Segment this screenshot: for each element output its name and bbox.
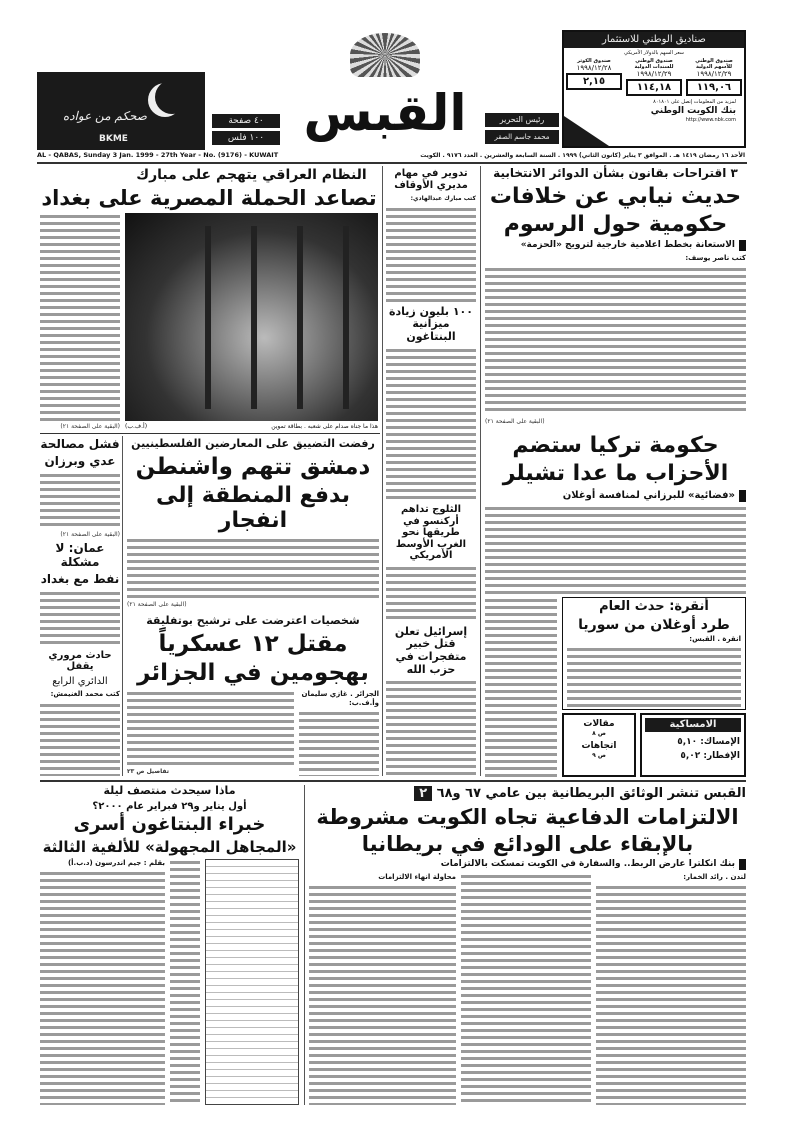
nbk-info: لمزيد من المعلومات إتصل على ٨٠١٨٠١ xyxy=(653,99,736,105)
nbk-title: صناديق الوطني للاستثمار xyxy=(564,32,744,48)
nbk-bank: بنك الكويت الوطني xyxy=(650,106,736,116)
kicker: ٣ اقتراحات بقانون بشأن الدوائر الانتخابية xyxy=(493,166,738,180)
headline: عمان: لا مشكلة xyxy=(55,541,105,570)
center-left-column xyxy=(127,438,379,776)
dateline-ar: الأحد ١٦ رمضان ١٤١٩ هـ . الموافق ٣ يناير (كانون الثاني) ١٩٩٩ . السنة السابعة والعشرين . العدد ٩١٧٦ . الكويت xyxy=(420,152,745,159)
section-rule xyxy=(40,780,746,782)
headline: بدفع المنطقة إلى انفجار xyxy=(156,483,350,534)
price: ١٠٠ فلس xyxy=(212,131,280,145)
document-facsimile xyxy=(205,859,299,1105)
headline: الثلوج تداهم أركنسو في طريقها نحو الغرب الأوسط الأمريكي xyxy=(395,504,467,562)
kicker: أنقرة: حدث العام xyxy=(599,599,709,614)
imsak-time: ٥,١٠ xyxy=(677,737,698,747)
kicker: القبس تنشر الوثائق البريطانية بين عامي ٦٧ و٦٨ xyxy=(436,786,746,801)
kicker: النظام العراقي يتهجم على مبارك xyxy=(136,167,367,183)
kicker: أول يناير و٢٩ فبراير عام ٢٠٠٠؟ xyxy=(92,800,247,812)
kicker: ماذا سيحدث منتصف ليلة xyxy=(103,784,236,797)
articles-box xyxy=(562,713,636,777)
part-badge: ٢ xyxy=(414,786,432,801)
headline: «المجاهل المجهولة» للألفية الثالثة xyxy=(42,837,297,856)
body-text xyxy=(40,590,120,647)
byline: الجزائر . غازي سليمان وأ.ف.ب: xyxy=(301,689,379,707)
subheadline: بنك انكلترا عارض الربط.. والسفارة في الكويت تمسكت بالالتزامات xyxy=(309,859,746,870)
subheadline: «فضائية» للبرزاني لمنافسة أوغلان xyxy=(485,490,746,502)
divider xyxy=(382,166,383,776)
continuation: (البقية على الصفحة ٢١) xyxy=(127,601,187,609)
body-text xyxy=(127,537,379,599)
headline: إسرائيل تعلن قتل خبير متفجرات في حزب الله xyxy=(394,624,468,676)
nbk-corner xyxy=(564,116,609,146)
iftar-label: الإفطار: xyxy=(703,751,740,761)
ankara-box xyxy=(562,597,746,710)
headline: خبراء البنتاغون أسرى xyxy=(73,814,266,836)
imsakiya-box xyxy=(640,713,746,777)
kicker: شخصيات اعترضت على ترشيح بوتفليقة xyxy=(146,614,360,628)
headline: حادث مروري يقفل xyxy=(48,649,112,673)
page-ref: ص ٩ xyxy=(592,752,606,759)
body-text xyxy=(596,884,746,1105)
masthead-rule xyxy=(37,162,747,164)
iftar-time: ٥,٠٢ xyxy=(680,751,701,761)
byline: كتب مبارك عبدالهادي: xyxy=(410,195,476,202)
trends-link[interactable]: اتجاهات xyxy=(581,741,617,751)
divider xyxy=(304,785,305,1105)
byline: كتب ناصر يوسف: xyxy=(685,254,746,263)
byline: انقرة . القبس: xyxy=(689,635,741,644)
british-story xyxy=(309,785,746,1105)
logo-emblem xyxy=(350,33,420,77)
photo-caption: هذا ما جناه صدام على شعبه . بطاقة تموين xyxy=(271,423,378,430)
headline: طرد أوغلان من سوريا xyxy=(578,616,730,633)
byline: بقلم : جيم اندرسون (د.ب.أ) xyxy=(67,859,165,868)
body-text xyxy=(40,870,165,1105)
kicker: رفضت التضييق على المعارضين الفلسطينيين xyxy=(131,437,375,450)
nbk-subtitle: سعر السهم بالدولار الأمريكي xyxy=(624,50,684,56)
headline: حكومة تركيا ستضم xyxy=(512,433,719,459)
editor-name: محمد جاسم الصقر xyxy=(485,130,559,144)
body-text xyxy=(127,690,294,766)
headline: بالإبقاء على الودائع في بريطانيا xyxy=(361,832,694,857)
page-count: ٤٠ صفحة xyxy=(212,114,280,128)
page-ref: ص ٨ xyxy=(592,730,606,737)
body-text xyxy=(386,679,476,776)
imsakiya-title: الامساكية xyxy=(645,718,741,732)
headline: الأحزاب ما عدا تشيلر xyxy=(502,461,729,487)
body-text xyxy=(461,873,591,1105)
continuation: تفاصيل ص ٢٣ xyxy=(127,768,170,775)
body-text xyxy=(40,702,120,776)
headline: فشل مصالحة xyxy=(40,437,120,451)
headline: ١٠٠ بليون زيادة ميزانية البنتاغون xyxy=(389,304,473,343)
headline: نفط مع بغداد xyxy=(40,572,120,587)
headline: الدائري الرابع xyxy=(52,675,108,687)
editor-label: رئيس التحرير xyxy=(485,113,559,127)
continuation: (البقية على الصفحة ٢١) xyxy=(60,531,120,539)
body-text xyxy=(309,884,456,1105)
body-text xyxy=(386,347,476,502)
headline: دمشق تتهم واشنطن xyxy=(135,453,371,480)
body-text xyxy=(40,213,120,421)
right-column xyxy=(485,167,746,777)
headline: حكومية حول الرسوم xyxy=(503,212,728,238)
continuation: (البقية على الصفحة ٢١) xyxy=(485,418,545,426)
body-text xyxy=(386,206,476,303)
body-text xyxy=(40,472,120,529)
y2k-story xyxy=(40,785,299,1105)
middle-column xyxy=(386,168,476,776)
subhead: محاولة انهاء الالتزامات xyxy=(378,873,456,882)
nbk-ad xyxy=(562,30,746,148)
headline: تصاعد الحملة المصرية على بغداد xyxy=(41,186,377,211)
byline: لندن . رائد الخمار: xyxy=(683,873,746,882)
body-text xyxy=(299,710,379,776)
fund-item: صندوق الوطني للأسهم الدولية ١٩٩٨/١٢/٢٩ ١١٩,٠٦ xyxy=(686,58,742,96)
briefs-column xyxy=(40,438,120,776)
headline: بهجومين في الجزائر xyxy=(137,660,369,687)
continuation: (البقية على الصفحة ٢١) xyxy=(60,423,120,430)
divider xyxy=(40,433,380,434)
body-text xyxy=(567,646,741,707)
headline: الالتزامات الدفاعية تجاه الكويت مشروطة xyxy=(316,805,739,829)
imsak-label: الإمساك: xyxy=(700,737,740,747)
photo-credit: (أ.ف.ب) xyxy=(125,423,148,430)
logo: القبس xyxy=(303,84,467,142)
headline: مقتل ١٢ عسكرياً xyxy=(158,630,348,657)
nbk-url: http://www.nbk.com xyxy=(685,117,736,123)
body-text xyxy=(485,597,557,777)
subheadline: الاستعانة بخطط اعلامية خارجية لترويج «الحزمة» xyxy=(485,240,746,251)
fund-item: صندوق الوطني للسندات الدولية ١٩٩٨/١٢/٢٩ ١١٤,١٨ xyxy=(626,58,682,96)
body-text xyxy=(485,266,746,415)
body-text xyxy=(170,859,200,1105)
crescent-icon xyxy=(155,80,189,114)
divider xyxy=(122,436,123,776)
dateline-en: AL - QABAS, Sunday 3 Jan. 1999 - 27th Year - No. (9176) - KUWAIT xyxy=(37,151,279,159)
divider xyxy=(480,166,481,776)
body-text xyxy=(386,565,476,623)
british-kicker xyxy=(309,785,746,802)
ad-text: صحكم من عواده xyxy=(62,109,147,123)
headline: حديث نيابي عن خلافات xyxy=(489,183,742,209)
headline: عدي وبرزان xyxy=(44,453,116,468)
ad-brand: BKME xyxy=(99,134,128,144)
articles-link[interactable]: مقالات xyxy=(583,719,615,729)
byline: كتب محمد الغنيمش: xyxy=(50,690,120,699)
headline: تدوير في مهام مديري الأوقاف xyxy=(394,168,468,191)
news-photo xyxy=(125,213,378,421)
ramadan-ad xyxy=(37,72,205,150)
body-text xyxy=(485,505,746,594)
iraq-story xyxy=(40,167,378,431)
fund-item: صندوق الكوثر ١٩٩٨/١٢/٢٨ ٢,١٥ xyxy=(566,58,622,96)
